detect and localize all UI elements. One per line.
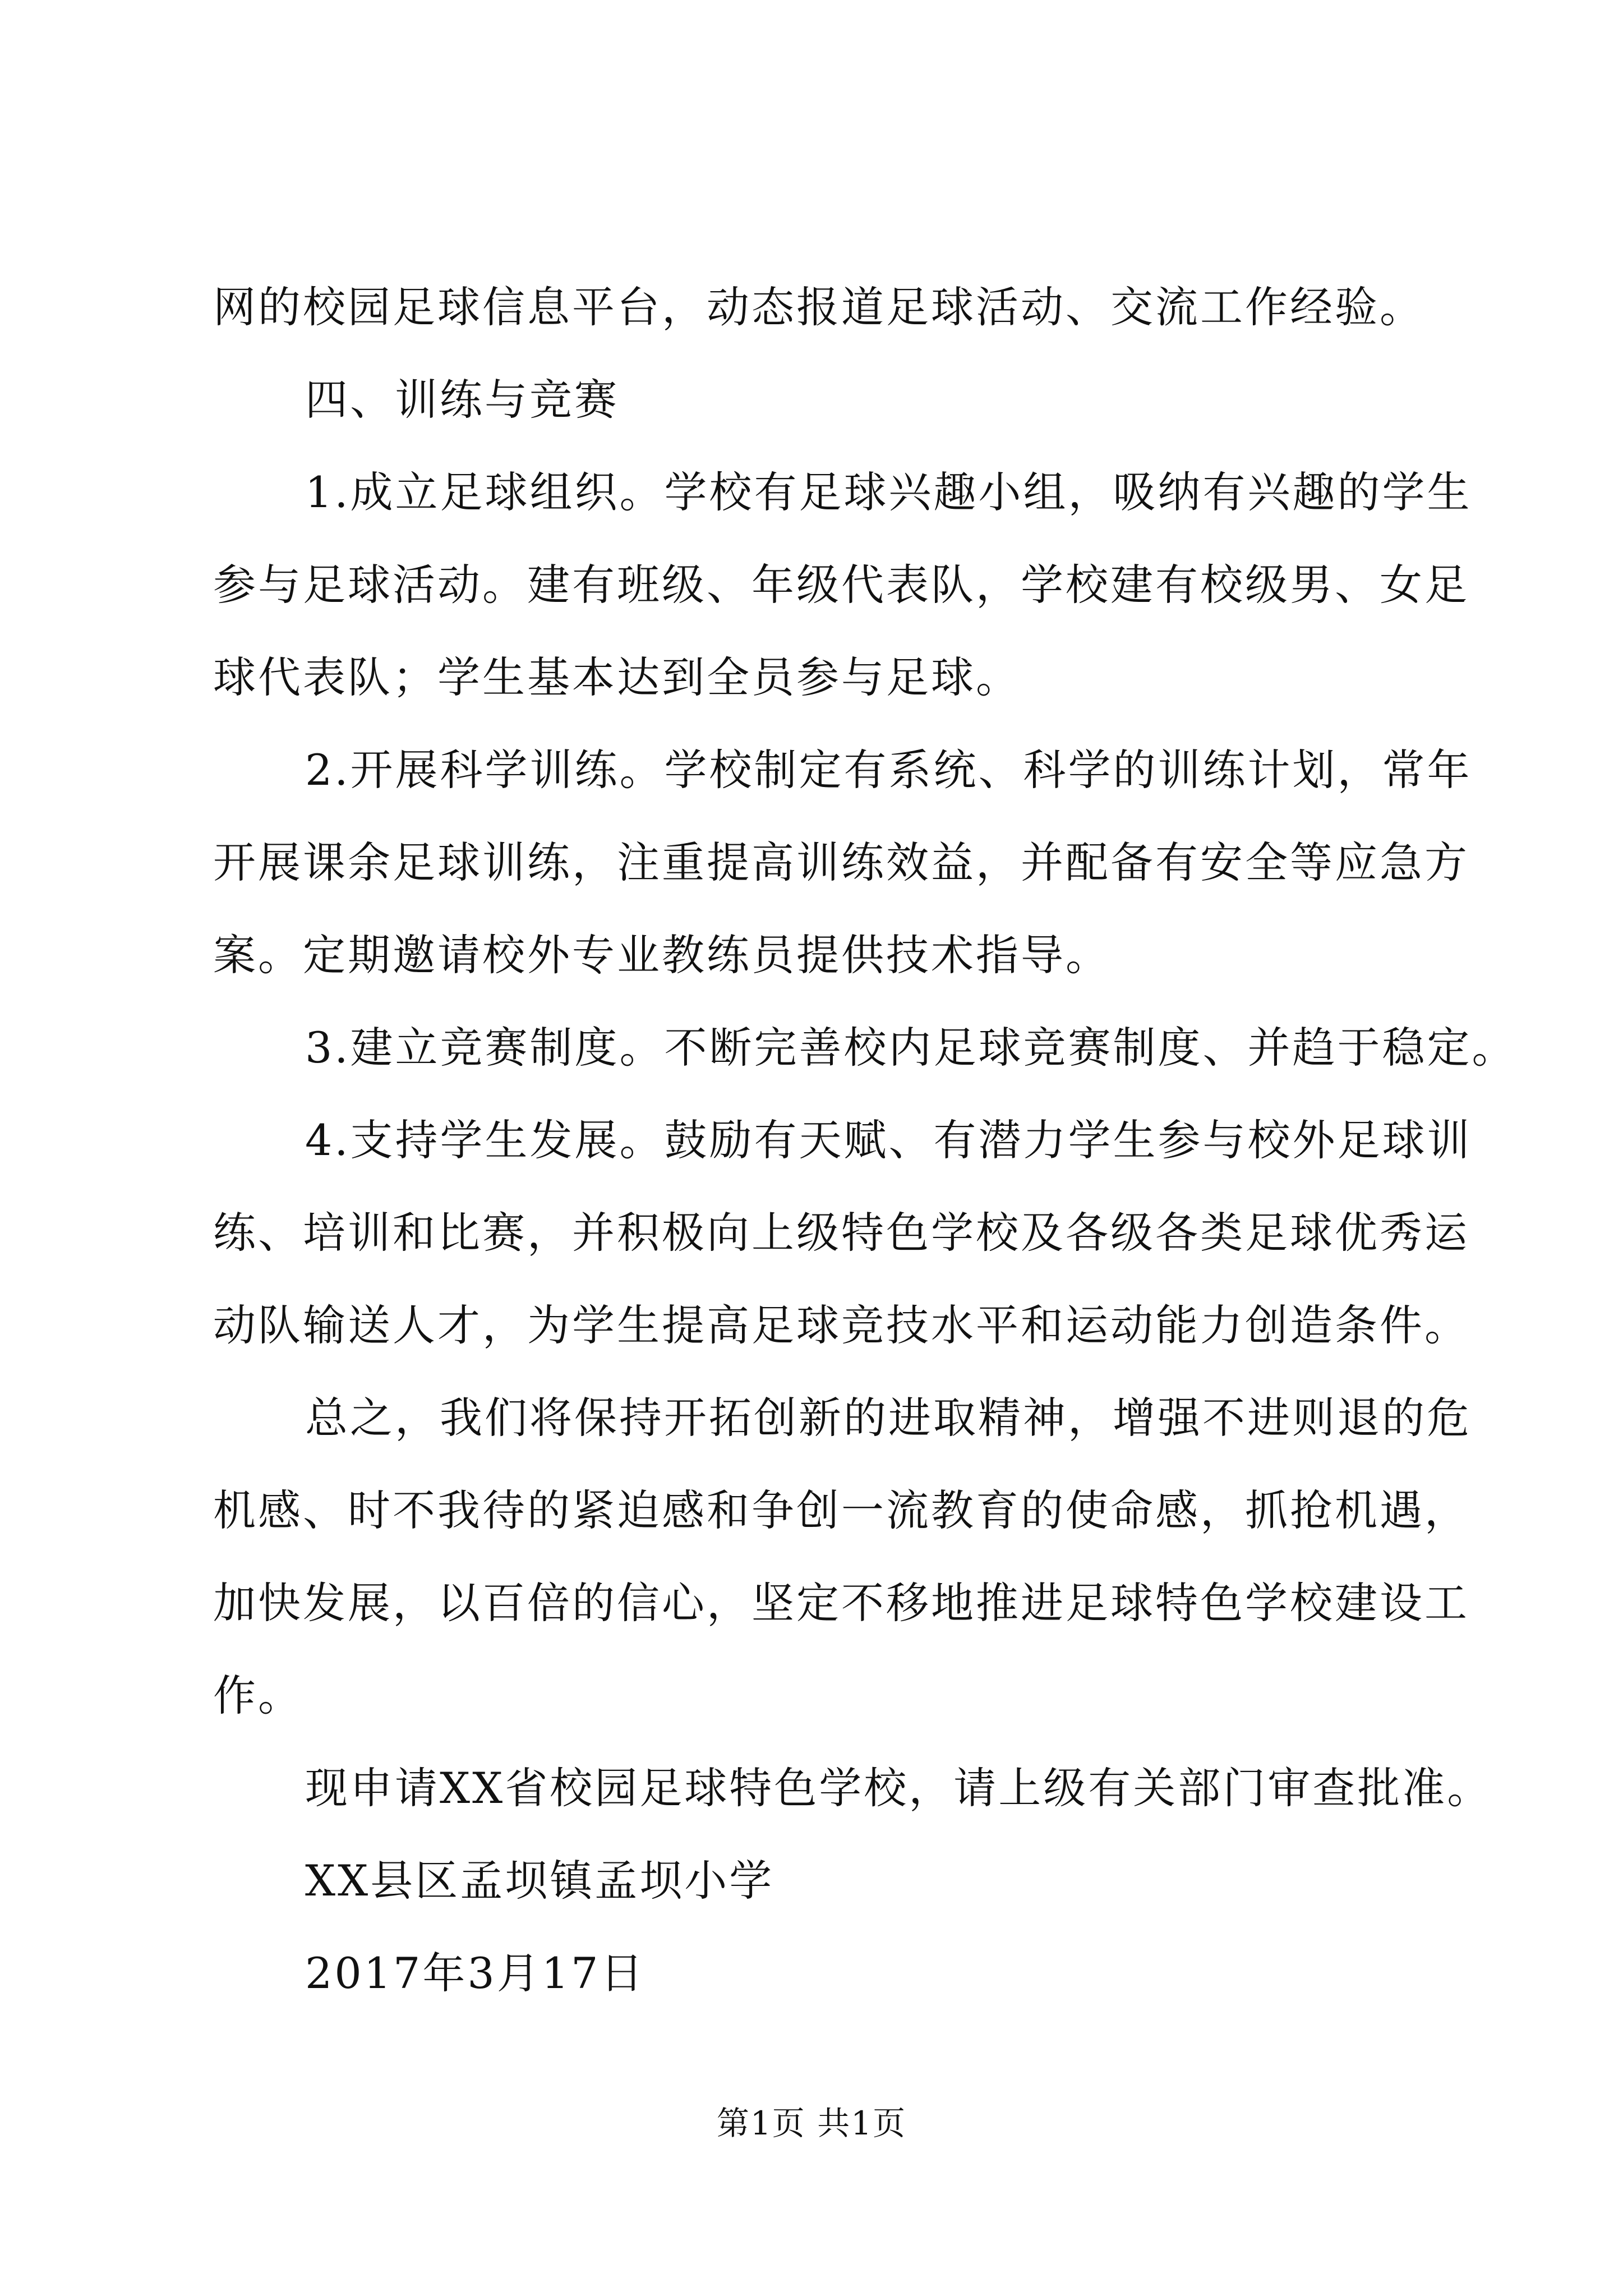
- text-line-11: 练、培训和比赛，并积极向上级特色学校及各级各类足球优秀运: [213, 1208, 1469, 1258]
- page-number-footer: 第1页 共1页: [716, 2104, 907, 2142]
- text-line-1: 网的校园足球信息平台，动态报道足球活动、交流工作经验。: [213, 282, 1424, 332]
- text-line-12: 动队输送人才，为学生提高足球竞技水平和运动能力创造条件。: [213, 1300, 1469, 1350]
- document-body: [213, 261, 1517, 2019]
- text-line-16: 作。: [213, 1671, 303, 1720]
- text-line-8: 案。定期邀请校外专业教练员提供技术指导。: [213, 930, 1110, 980]
- text-line-9: 3.建立竞赛制度。不断完善校内足球竞赛制度、并趋于稳定。: [305, 1023, 1517, 1073]
- section-heading-training: 四、训练与竞赛: [305, 375, 619, 425]
- text-line-4: 参与足球活动。建有班级、年级代表队，学校建有校级男、女足: [213, 560, 1469, 610]
- text-line-3: 1.成立足球组织。学校有足球兴趣小组，吸纳有兴趣的学生: [305, 467, 1472, 517]
- text-line-5: 球代表队；学生基本达到全员参与足球。: [213, 652, 1021, 702]
- text-line-10: 4.支持学生发展。鼓励有天赋、有潜力学生参与校外足球训: [305, 1115, 1472, 1165]
- text-line-7: 开展课余足球训练，注重提高训练效益，并配备有安全等应急方: [213, 838, 1469, 887]
- text-line-14: 机感、时不我待的紧迫感和争创一流教育的使命感，抓抢机遇，: [213, 1485, 1469, 1535]
- application-statement: 现申请XX省校园足球特色学校，请上级有关部门审查批准。: [305, 1763, 1492, 1813]
- school-signature: XX县区孟坝镇孟坝小学: [305, 1856, 774, 1906]
- text-line-13: 总之，我们将保持开拓创新的进取精神，增强不进则退的危: [305, 1393, 1472, 1443]
- document-date: 2017年3月17日: [305, 1948, 645, 1998]
- text-line-15: 加快发展，以百倍的信心，坚定不移地推进足球特色学校建设工: [213, 1578, 1469, 1628]
- text-line-6: 2.开展科学训练。学校制定有系统、科学的训练计划，常年: [305, 745, 1472, 795]
